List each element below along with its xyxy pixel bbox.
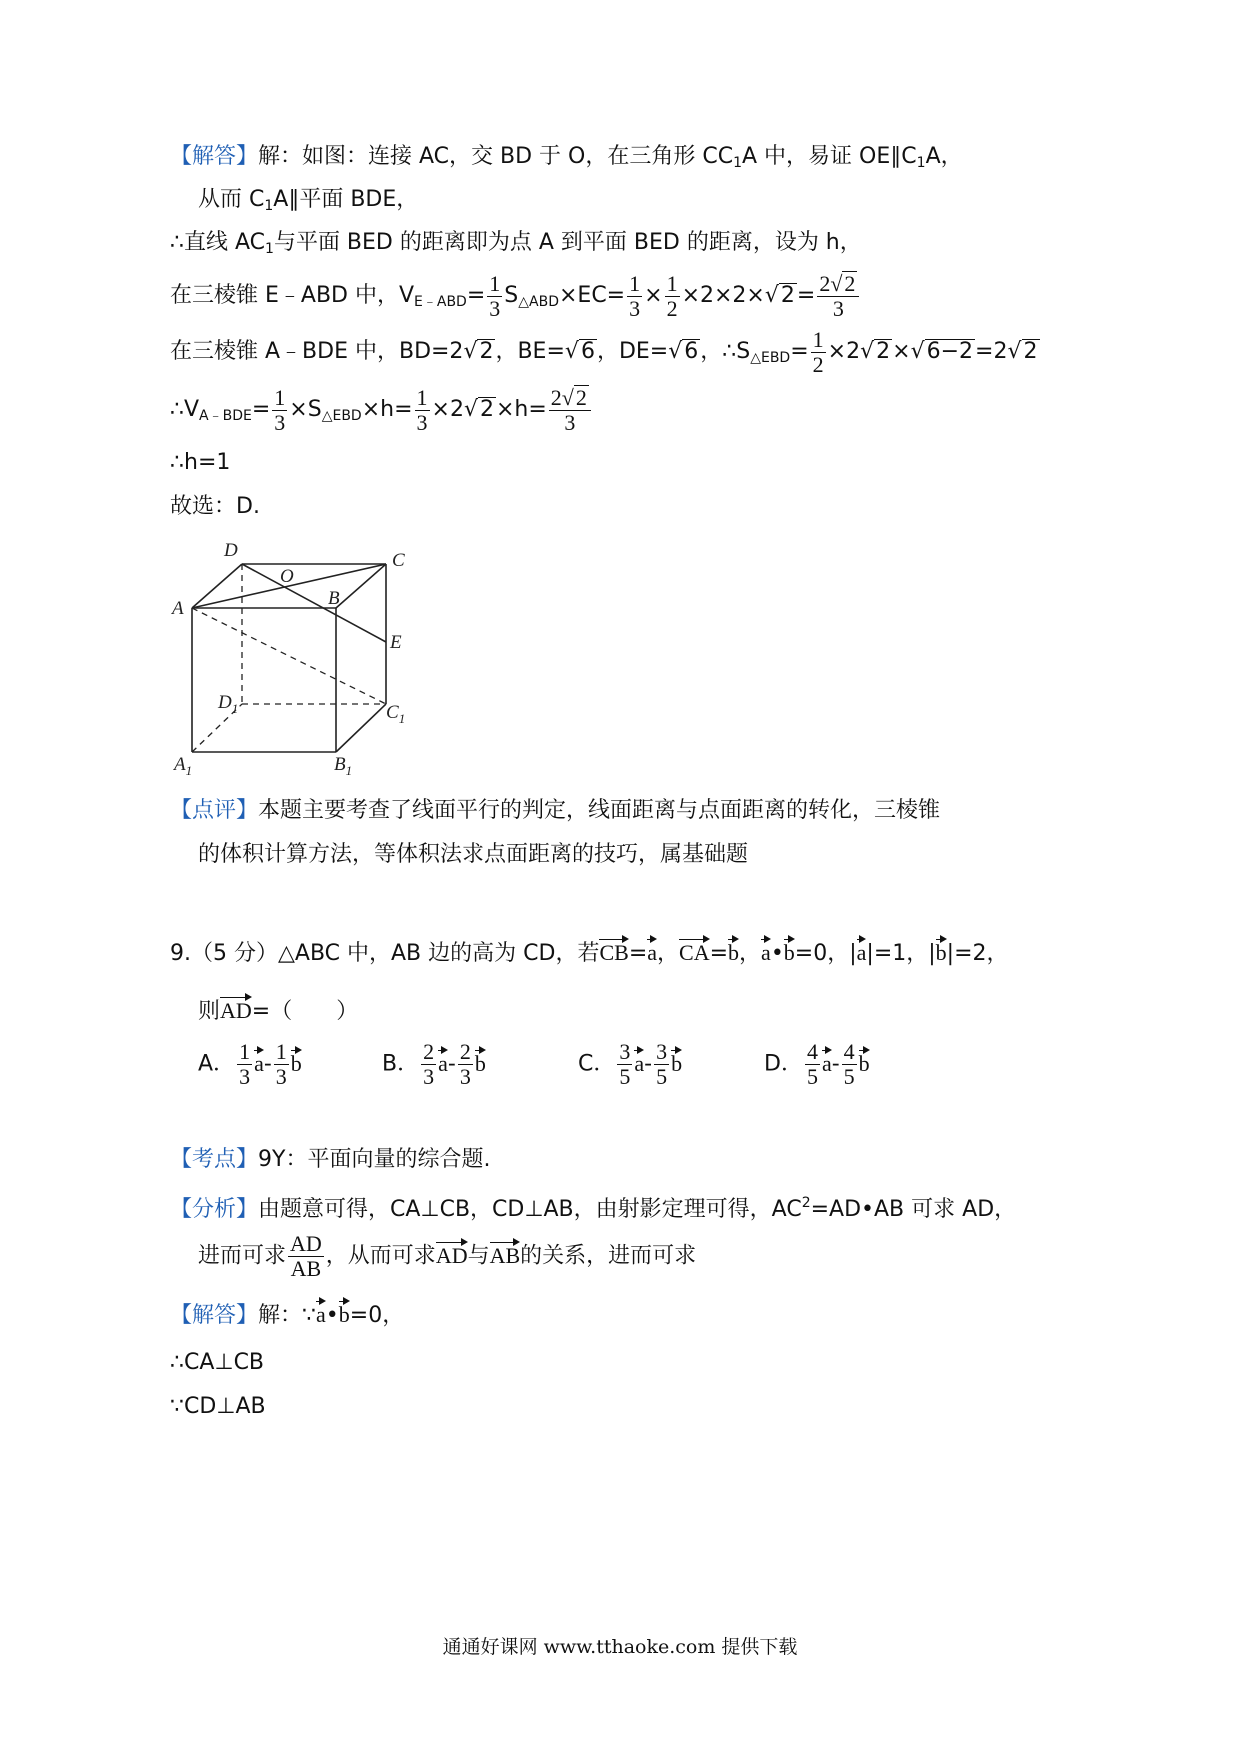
label-B: B xyxy=(328,588,340,609)
label-A1: $A_1$ xyxy=(174,754,193,778)
sol8-line3: ∴直线 $AC_1$与平面 BED 的距离即为点 A 到平面 BED 的距离，设为 h， xyxy=(170,230,862,257)
vector-b: b xyxy=(936,934,947,964)
label-A: A xyxy=(172,598,184,619)
vector-CB: CB xyxy=(599,934,628,964)
label-D1: $D_1$ xyxy=(218,692,239,716)
vector-AD: AD xyxy=(436,1237,468,1267)
sol8-line5: 在三棱锥 A﹣BDE 中，BD=2√2，BE=√6，DE=√6，$\therefore S_{\triangle EBD}=$ $\frac{1}{2}$ ×2√2×√6−2=2√2 xyxy=(170,326,1038,377)
q9-analysis-line1: 【分析】由题意可得，CA⊥CB，CD⊥AB，由射影定理可得，$AC^2=AD•AB$ 可求 AD， xyxy=(170,1195,1017,1222)
option-D[interactable]: D． $\frac{4}{5}$ a- $\frac{4}{5}$ b xyxy=(764,1039,870,1089)
label-C1: $C_1$ xyxy=(386,702,406,726)
sol8-line7: ∴h=1 xyxy=(170,450,231,475)
q9-solution-line2: ∴CA⊥CB xyxy=(170,1350,265,1375)
vector-a: a xyxy=(761,934,771,964)
fraction: $\frac{1}{3}$ xyxy=(489,270,501,321)
solution-tag-2: 【解答】 xyxy=(170,1303,259,1328)
q9-line2: 则AD=（ ） xyxy=(198,992,358,1027)
label-B1: $B_1$ xyxy=(334,754,353,778)
vector-b: b xyxy=(728,934,739,964)
comment8-line1: 【点评】本题主要考查了线面平行的判定，线面距离与点面距离的转化，三棱锥 xyxy=(170,798,941,823)
option-B[interactable]: B． $\frac{2}{3}$ a- $\frac{2}{3}$ b xyxy=(382,1039,486,1089)
option-C[interactable]: C． $\frac{3}{5}$ a- $\frac{3}{5}$ b xyxy=(578,1039,683,1089)
vector-AD: AD xyxy=(220,992,252,1022)
label-O: O xyxy=(280,566,294,587)
vector-CA: CA xyxy=(679,934,710,964)
page-footer: 通通好课网 www.tthaoke.com 提供下载 xyxy=(442,1636,798,1658)
fraction: $\frac{1}{3}$ xyxy=(416,384,428,435)
q9-solution-line1: 【解答】解：∵a•b=0， xyxy=(170,1296,404,1331)
fraction: $\frac{1}{3}$ xyxy=(274,384,286,435)
label-E: E xyxy=(390,632,402,653)
fraction: $\frac{1}{2}$ xyxy=(812,326,824,377)
vector-AB: AB xyxy=(490,1237,521,1267)
comment8-line2: 的体积计算方法，等体积法求点面距离的技巧，属基础题 xyxy=(198,842,749,867)
q9-kaodian: 【考点】9Y：平面向量的综合题. xyxy=(170,1147,491,1172)
option-A[interactable]: A． $\frac{1}{3}$ a- $\frac{1}{3}$ b xyxy=(198,1039,302,1089)
fraction: $\frac{1}{2}$ xyxy=(666,270,678,321)
solution-tag: 【解答】 xyxy=(170,144,259,169)
cube-figure-main xyxy=(168,538,428,778)
sol8-line4: 在三棱锥 E﹣ABD 中，$V_{E﹣ABD}=$ $\frac{1}{3}$ $S_{\triangle ABD}\times EC=$ $\frac{1}{3}$ × $\frac{1}{2}$ ×2×2×√2= $\frac{2√2}{3}$ xyxy=(170,270,861,328)
sol8-line1: 【解答】解：如图：连接 AC，交 BD 于 O，在三角形 $CC_1A$ 中，易证 $OE\parallel C_1A$， xyxy=(170,144,963,171)
sol8-line8: 故选：D. xyxy=(170,494,260,519)
q9-line1: 9.（5 分）△ABC 中，AB 边的高为 CD，若CB=a，CA=b，a•b=0，|a|=1，|b|=2， xyxy=(170,934,1009,969)
q9-solution-line3: ∵CD⊥AB xyxy=(170,1394,266,1419)
sol8-line6: $\therefore V_{A﹣BDE}=$ $\frac{1}{3}$ $\times S_{\triangle EBD}\times h=$ $\frac{1}{3}$ ×2√2×h= $\frac{2√2}{3}$ xyxy=(170,384,593,442)
q9-analysis-line2: 进而可求 $\frac{AD}{AB}$ ，从而可求AD与AB的关系，进而可求 xyxy=(198,1231,697,1281)
fraction: $\frac{2√2}{3}$ xyxy=(817,271,859,321)
vector-b: b xyxy=(784,934,795,964)
vector-a: a xyxy=(647,934,657,964)
kaodian-tag: 【考点】 xyxy=(170,1147,259,1172)
label-D: D xyxy=(224,540,238,561)
fraction: $\frac{2√2}{3}$ xyxy=(549,385,591,435)
vector-a: a xyxy=(857,934,867,964)
label-C: C xyxy=(392,550,405,571)
sol8-line2: 从而 $C_1A\parallel$平面 BDE， xyxy=(198,187,419,214)
comment-tag: 【点评】 xyxy=(170,798,259,823)
fraction: $\frac{1}{3}$ xyxy=(629,270,641,321)
analysis-tag: 【分析】 xyxy=(170,1197,259,1222)
